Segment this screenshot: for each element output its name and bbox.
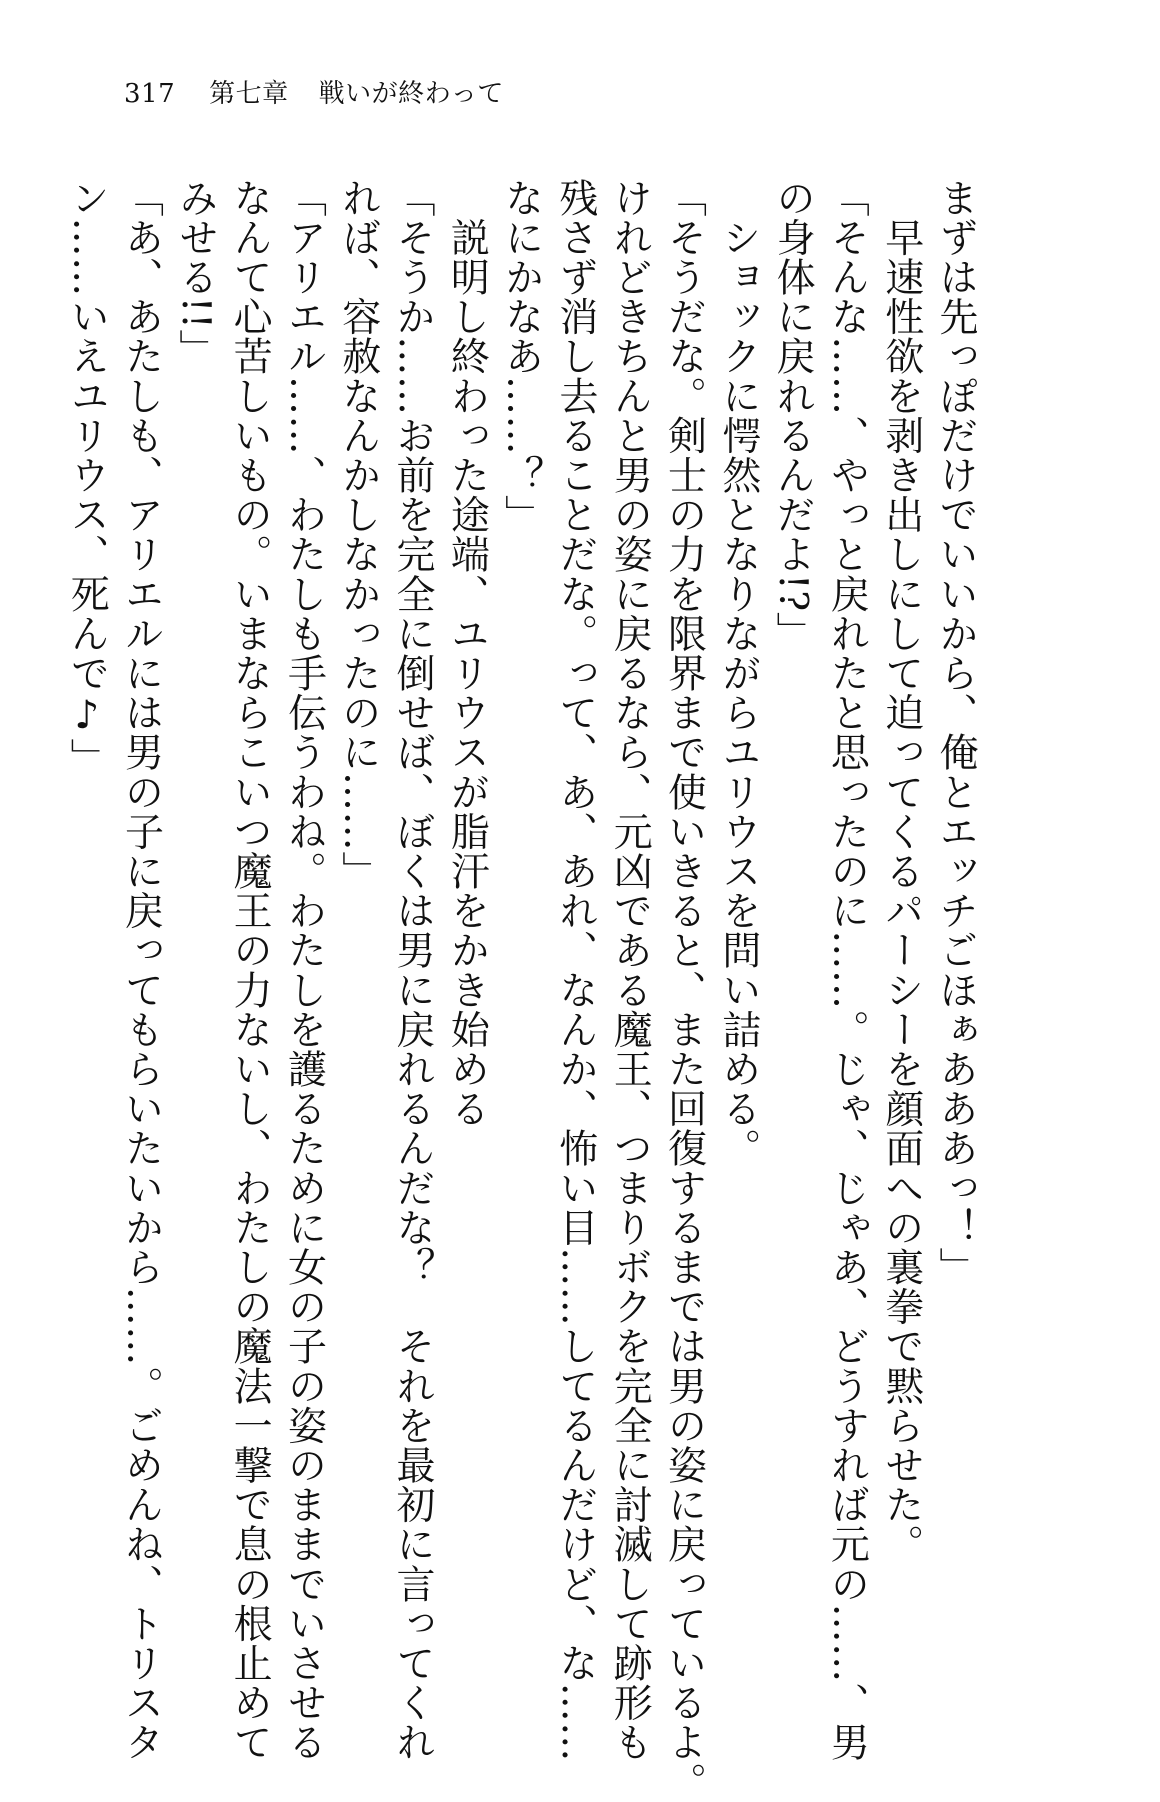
page-number: 317 xyxy=(124,79,176,109)
text-line: 「あ、あたしも、アリエルには男の子に戻ってもらいたいから……。ごめんね、トリスタ xyxy=(118,178,164,1762)
chapter-label: 第七章 xyxy=(209,79,289,109)
text-line: の身体に戻れるんだよ!?」 xyxy=(770,178,816,652)
text-line: まずは先っぽだけでいいから、俺とエッチごほぁあああっ！」 xyxy=(933,178,978,1287)
text-line: なんて心苦しいもの。いまならこいつ魔王の力ないし、わたしの魔法一撃で息の根止めて xyxy=(227,178,273,1762)
text-line: ショックに愕然となりながらユリウスを問い詰める。 xyxy=(715,178,761,1168)
text-line: みせる!!」 xyxy=(172,178,218,369)
text-line: なにかなあ……？」 xyxy=(498,178,544,535)
text-line: 説明し終わった途端、ユリウスが脂汗をかき始める xyxy=(444,178,490,1129)
body-text xyxy=(59,178,982,1802)
text-line: 「そんな……、やっと戻れたと思ったのに……。じゃ、じゃあ、どうすれば元の……、男 xyxy=(824,178,870,1762)
text-line: 早速性欲を剥き出しにして迫ってくるパーシーを顔面への裏拳で黙らせた。 xyxy=(878,178,924,1564)
text-line: 「そうか……お前を完全に倒せば、ぼくは男に戻れるんだな？ それを最初に言ってくれ xyxy=(390,178,436,1762)
text-line: 「アリエル……、わたしも手伝うわね。わたしを護るために女の子の姿のままでいさせる xyxy=(281,178,327,1762)
text-line: 残さず消し去ることだな。って、あ、あれ、なんか、怖い目……してるんだけど、な…… xyxy=(552,178,598,1762)
text-line: 「そうだな。剣士の力を限界まで使いきると、また回復するまでは男の姿に戻っているよ。 xyxy=(661,178,707,1802)
text-line: ン……いえユリウス、死んで♪」 xyxy=(64,178,110,778)
chapter-title: 戦いが終わって xyxy=(318,79,504,109)
text-line: けれどきちんと男の姿に戻るなら、元凶である魔王、つまりボクを完全に討滅して跡形も xyxy=(607,178,653,1762)
running-head xyxy=(124,78,504,110)
text-line: れば、容赦なんかしなかったのに……」 xyxy=(335,178,381,891)
